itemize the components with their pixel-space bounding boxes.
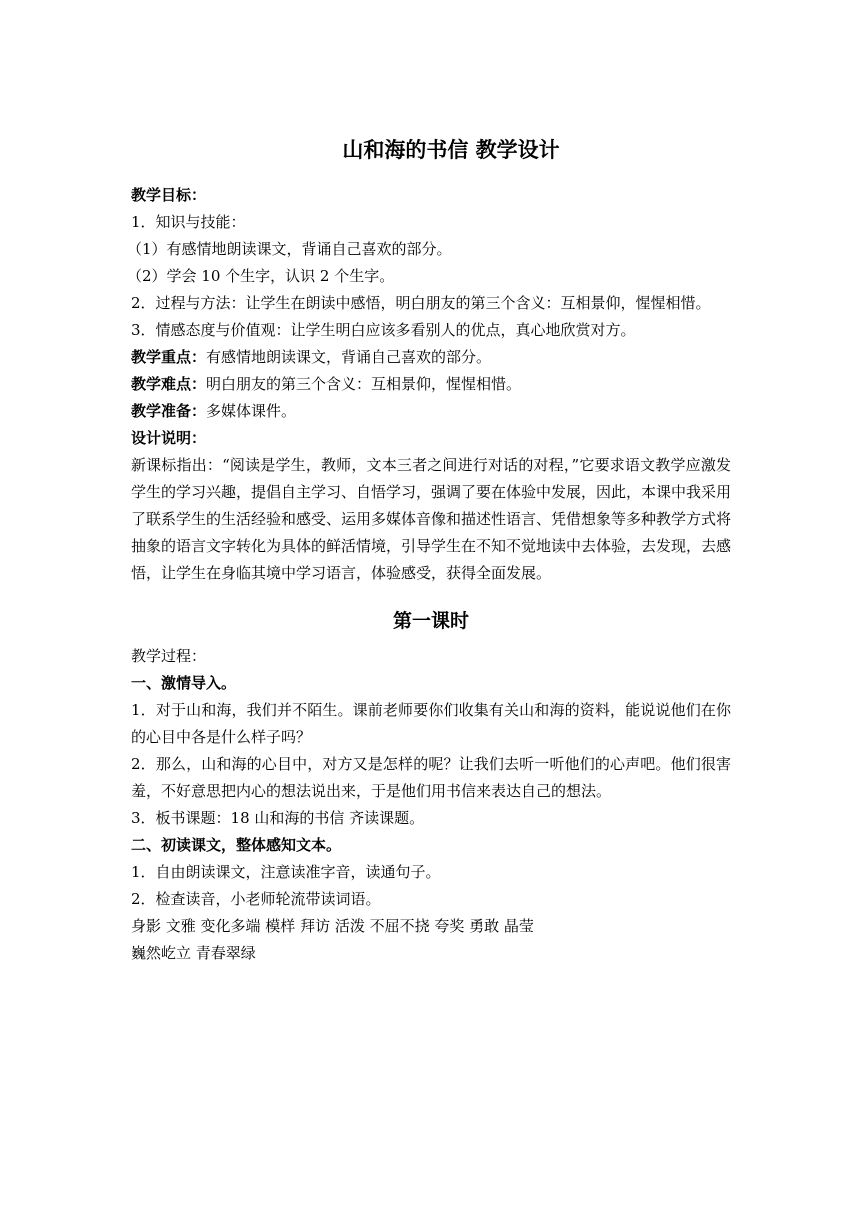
key-point-line — [131, 344, 731, 371]
part-1-step-3: 3．板书课题：18 山和海的书信 齐读课题。 — [131, 809, 425, 827]
part-2-step-2: 2．检查读音，小老师轮流带读词语。 — [131, 890, 381, 908]
objective-1-2: （2）学会 10 个生字，认识 2 个生字。 — [127, 267, 395, 285]
preparation-line — [131, 398, 731, 425]
part-1-step-2: 2．那么，山和海的心目中，对方又是怎样的呢？让我们去听一听他们的心声吧。他们很害羞，不好意思把内心的想法说出来，于是他们用书信来表达自己的想法。 — [131, 755, 731, 800]
key-point-label: 教学重点： — [131, 348, 207, 366]
process-label: 教学过程： — [131, 647, 207, 665]
part-1-heading — [131, 670, 731, 697]
objective-1-1: （1）有感情地朗读课文，背诵自己喜欢的部分。 — [127, 240, 452, 258]
design-note-label: 设计说明： — [131, 429, 207, 447]
vocabulary-line-2: 巍然屹立 青春翠绿 — [131, 944, 256, 962]
design-note-paragraph: 新课标指出：“阅读是学生，教师，文本三者之间进行对话的对程，”它要求语文教学应激发学生的学习兴趣，提倡自主学习、自悟学习，强调了要在体验中发展，因此，本课中我采用了联系学生的生活经验和感受、运用多媒体音像和描述性语言、凭借想象等多种教学方式将抽象的语言文字转化为具体的鲜活情境，引导学生在不知不觉地读中去体验，去发现，去感悟，让学生在身临其境中学习语言，体验感受，获得全面发展。 — [131, 456, 732, 582]
objectives-label: 教学目标： — [131, 186, 207, 204]
objective-3: 3．情感态度与价值观：让学生明白应该多看别人的优点，真心地欣赏对方。 — [131, 321, 636, 339]
lesson-1-title: 第一课时 — [392, 610, 469, 632]
objectives-heading — [131, 182, 731, 209]
key-point-text: 有感情地朗读课文，背诵自己喜欢的部分。 — [206, 348, 492, 366]
vocabulary-line-1: 身影 文雅 变化多端 模样 拜访 活泼 不屈不挠 夸奖 勇敢 晶莹 — [131, 917, 534, 935]
difficulty-label: 教学难点： — [131, 375, 207, 393]
part-2-step-1: 1．自由朗读课文，注意读准字音，读通句子。 — [131, 863, 441, 881]
part-2-heading-text: 二、初读课文，整体感知文本。 — [131, 836, 342, 854]
part-1-step-1: 1．对于山和海，我们并不陌生。课前老师要你们收集有关山和海的资料，能说说他们在你的心目中各是什么样子吗？ — [131, 701, 731, 746]
part-1-heading-text: 一、激情导入。 — [131, 674, 237, 692]
objective-1: 1．知识与技能： — [131, 213, 246, 231]
design-note-heading — [131, 425, 731, 452]
part-2-heading — [131, 832, 731, 859]
difficulty-text: 明白朋友的第三个含义：互相景仰，惺惺相惜。 — [206, 375, 522, 393]
document-body — [127, 130, 732, 967]
preparation-text: 多媒体课件。 — [206, 402, 297, 420]
preparation-label: 教学准备： — [131, 402, 207, 420]
objective-2: 2．过程与方法：让学生在朗读中感悟，明白朋友的第三个含义：互相景仰，惺惺相惜。 — [131, 294, 711, 312]
difficulty-line — [131, 371, 731, 398]
document-title: 山和海的书信 教学设计 — [342, 138, 560, 162]
